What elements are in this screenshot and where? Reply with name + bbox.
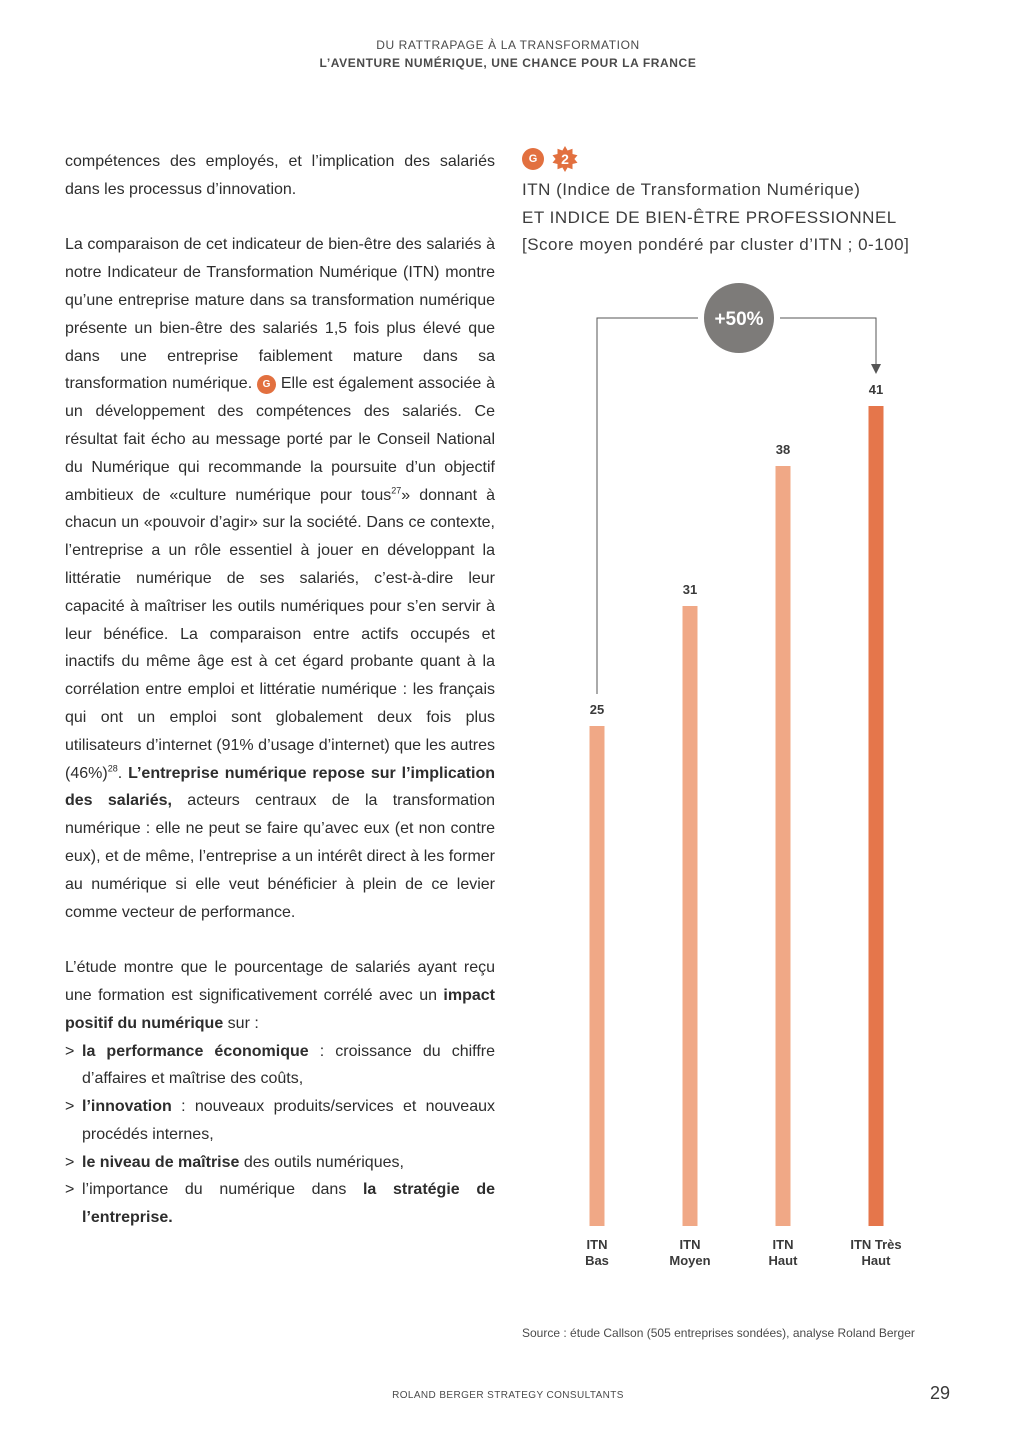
category-label: ITN [679, 1237, 701, 1252]
bullet-text: des outils numériques, [239, 1153, 404, 1171]
bracket-right-line [780, 318, 876, 366]
figure-number: 2 [561, 151, 569, 167]
bar-chart [522, 270, 952, 1300]
paragraph-2-bold: L’entreprise numérique repose sur l’implication des salariés, [65, 764, 495, 810]
bullet-item [65, 1038, 495, 1094]
paragraph-2-part-d: . [117, 764, 129, 782]
category-label: Haut [768, 1253, 798, 1268]
paragraph-2-part-a: La comparaison de cet indicateur de bien-être des salariés à notre Indicateur de Transformation Numérique (ITN) montre qu’une entreprise mature dans sa transformation numérique présente un bien-être des salariés 1,5 fois plus élevé que dans une entreprise faiblement mature dans sa transformation numérique. [65, 236, 495, 393]
bullet-text: : croissance du chiffre d’affaires et maîtrise des coûts, [82, 1042, 496, 1088]
category-label: Bas [585, 1253, 609, 1268]
header-line-2: L’AVENTURE NUMÉRIQUE, UNE CHANCE POUR LA FRANCE [319, 56, 697, 70]
paragraph-2-part-e: acteurs centraux de la transformation numérique : elle ne peut se faire qu’avec eux (et non contre eux), et de même, l’entreprise a un intérêt direct à les former au numérique si elle veut bénéficier à plein de ce levier comme vecteur de performance. [65, 792, 495, 921]
growth-annotation: +50% [714, 309, 764, 330]
bullet-item [65, 1149, 495, 1177]
paragraph-2 [65, 231, 495, 926]
paragraph-3-part-a: L’étude montre que le pourcentage de salariés ayant reçu une formation est significativement corrélé avec un [65, 959, 495, 1004]
paragraph-2-part-b: Elle est également associée à un développement des compétences des salariés. Ce résultat fait écho au message porté par le Conseil National du Numérique qui recommande la poursuite d’un objectif ambitieux de «culture numérique pour tous [65, 375, 495, 504]
category-label: ITN [772, 1237, 794, 1252]
figure-badges [522, 147, 952, 173]
category-label: Moyen [669, 1253, 711, 1268]
paragraph-2-part-c: » donnant à chacun un «pouvoir d’agir» sur la société. Dans ce contexte, l’entreprise a un rôle essentiel à jouer en développant la littératie numérique de ses salariés, c’est-à-dire leur capacité à maîtriser les outils numériques pour s’en servir à leur bénéfice. La comparaison entre actifs occupés et inactifs du même âge est à cet égard probante quant à la corrélation entre emploi et littératie numérique : les français qui ont un emploi sont globalement deux fois plus utilisateurs d’internet (91% d’usage d’internet) que les autres (46%) [65, 486, 495, 782]
body-text-column [65, 148, 495, 1232]
category-label: ITN [586, 1237, 608, 1252]
figure-title-line-1: ITN (Indice de Transformation Numérique) [522, 180, 861, 199]
bar-3 [776, 466, 791, 1226]
bullet-bold: la performance économique [82, 1042, 309, 1060]
bullet-bold: l’innovation [82, 1098, 172, 1116]
bar-4 [869, 406, 884, 1226]
figure-title [522, 176, 952, 259]
paragraph-3-part-b: sur : [223, 1014, 259, 1032]
bar-1 [590, 726, 605, 1226]
bar-value-label: 31 [682, 582, 698, 597]
bullet-text: : nouveaux produits/services et nouveaux procédés internes, [82, 1098, 495, 1143]
bar-value-label: 25 [589, 702, 605, 717]
bullet-text: l’importance du numérique dans [82, 1181, 363, 1199]
figure-g-badge: G [522, 148, 544, 170]
figure-reference-badge[interactable]: G [257, 375, 276, 394]
bar-value-label: 38 [775, 442, 791, 457]
bullet-bold: le niveau de maîtrise [82, 1153, 240, 1171]
figure-header [522, 147, 952, 259]
footnote-ref-27[interactable]: 27 [391, 485, 402, 496]
source-note: Source : étude Callson (505 entreprises sondées), analyse Roland Berger [522, 1326, 915, 1340]
footer-text: ROLAND BERGER STRATEGY CONSULTANTS [392, 1390, 624, 1401]
paragraph-3-bold: impact positif du numérique [65, 986, 495, 1032]
bullet-bold: la stratégie de l’entreprise. [82, 1181, 495, 1227]
bullet-list [65, 1038, 495, 1233]
header-line-1: DU RATTRAPAGE À LA TRANSFORMATION [376, 38, 640, 52]
figure-title-line-2: ET INDICE DE BIEN-ÊTRE PROFESSIONNEL [522, 207, 897, 227]
figure-number-badge [552, 146, 578, 172]
page-number: 29 [930, 1383, 951, 1403]
paragraph-1: compétences des employés, et l’implication des salariés dans les processus d’innovation. [65, 153, 495, 198]
bullet-item [65, 1093, 495, 1149]
category-label: ITN Très [850, 1237, 902, 1252]
paragraph-3 [65, 954, 495, 1037]
bullet-item [65, 1176, 495, 1232]
bar-2 [683, 606, 698, 1226]
bar-value-label: 41 [868, 382, 884, 397]
figure-title-line-3: [Score moyen pondéré par cluster d’ITN ; 0-100] [522, 235, 910, 254]
bracket-arrow-icon [871, 364, 881, 374]
category-label: Haut [861, 1253, 891, 1268]
running-header [0, 38, 1016, 70]
footnote-ref-28[interactable]: 28 [107, 763, 118, 774]
